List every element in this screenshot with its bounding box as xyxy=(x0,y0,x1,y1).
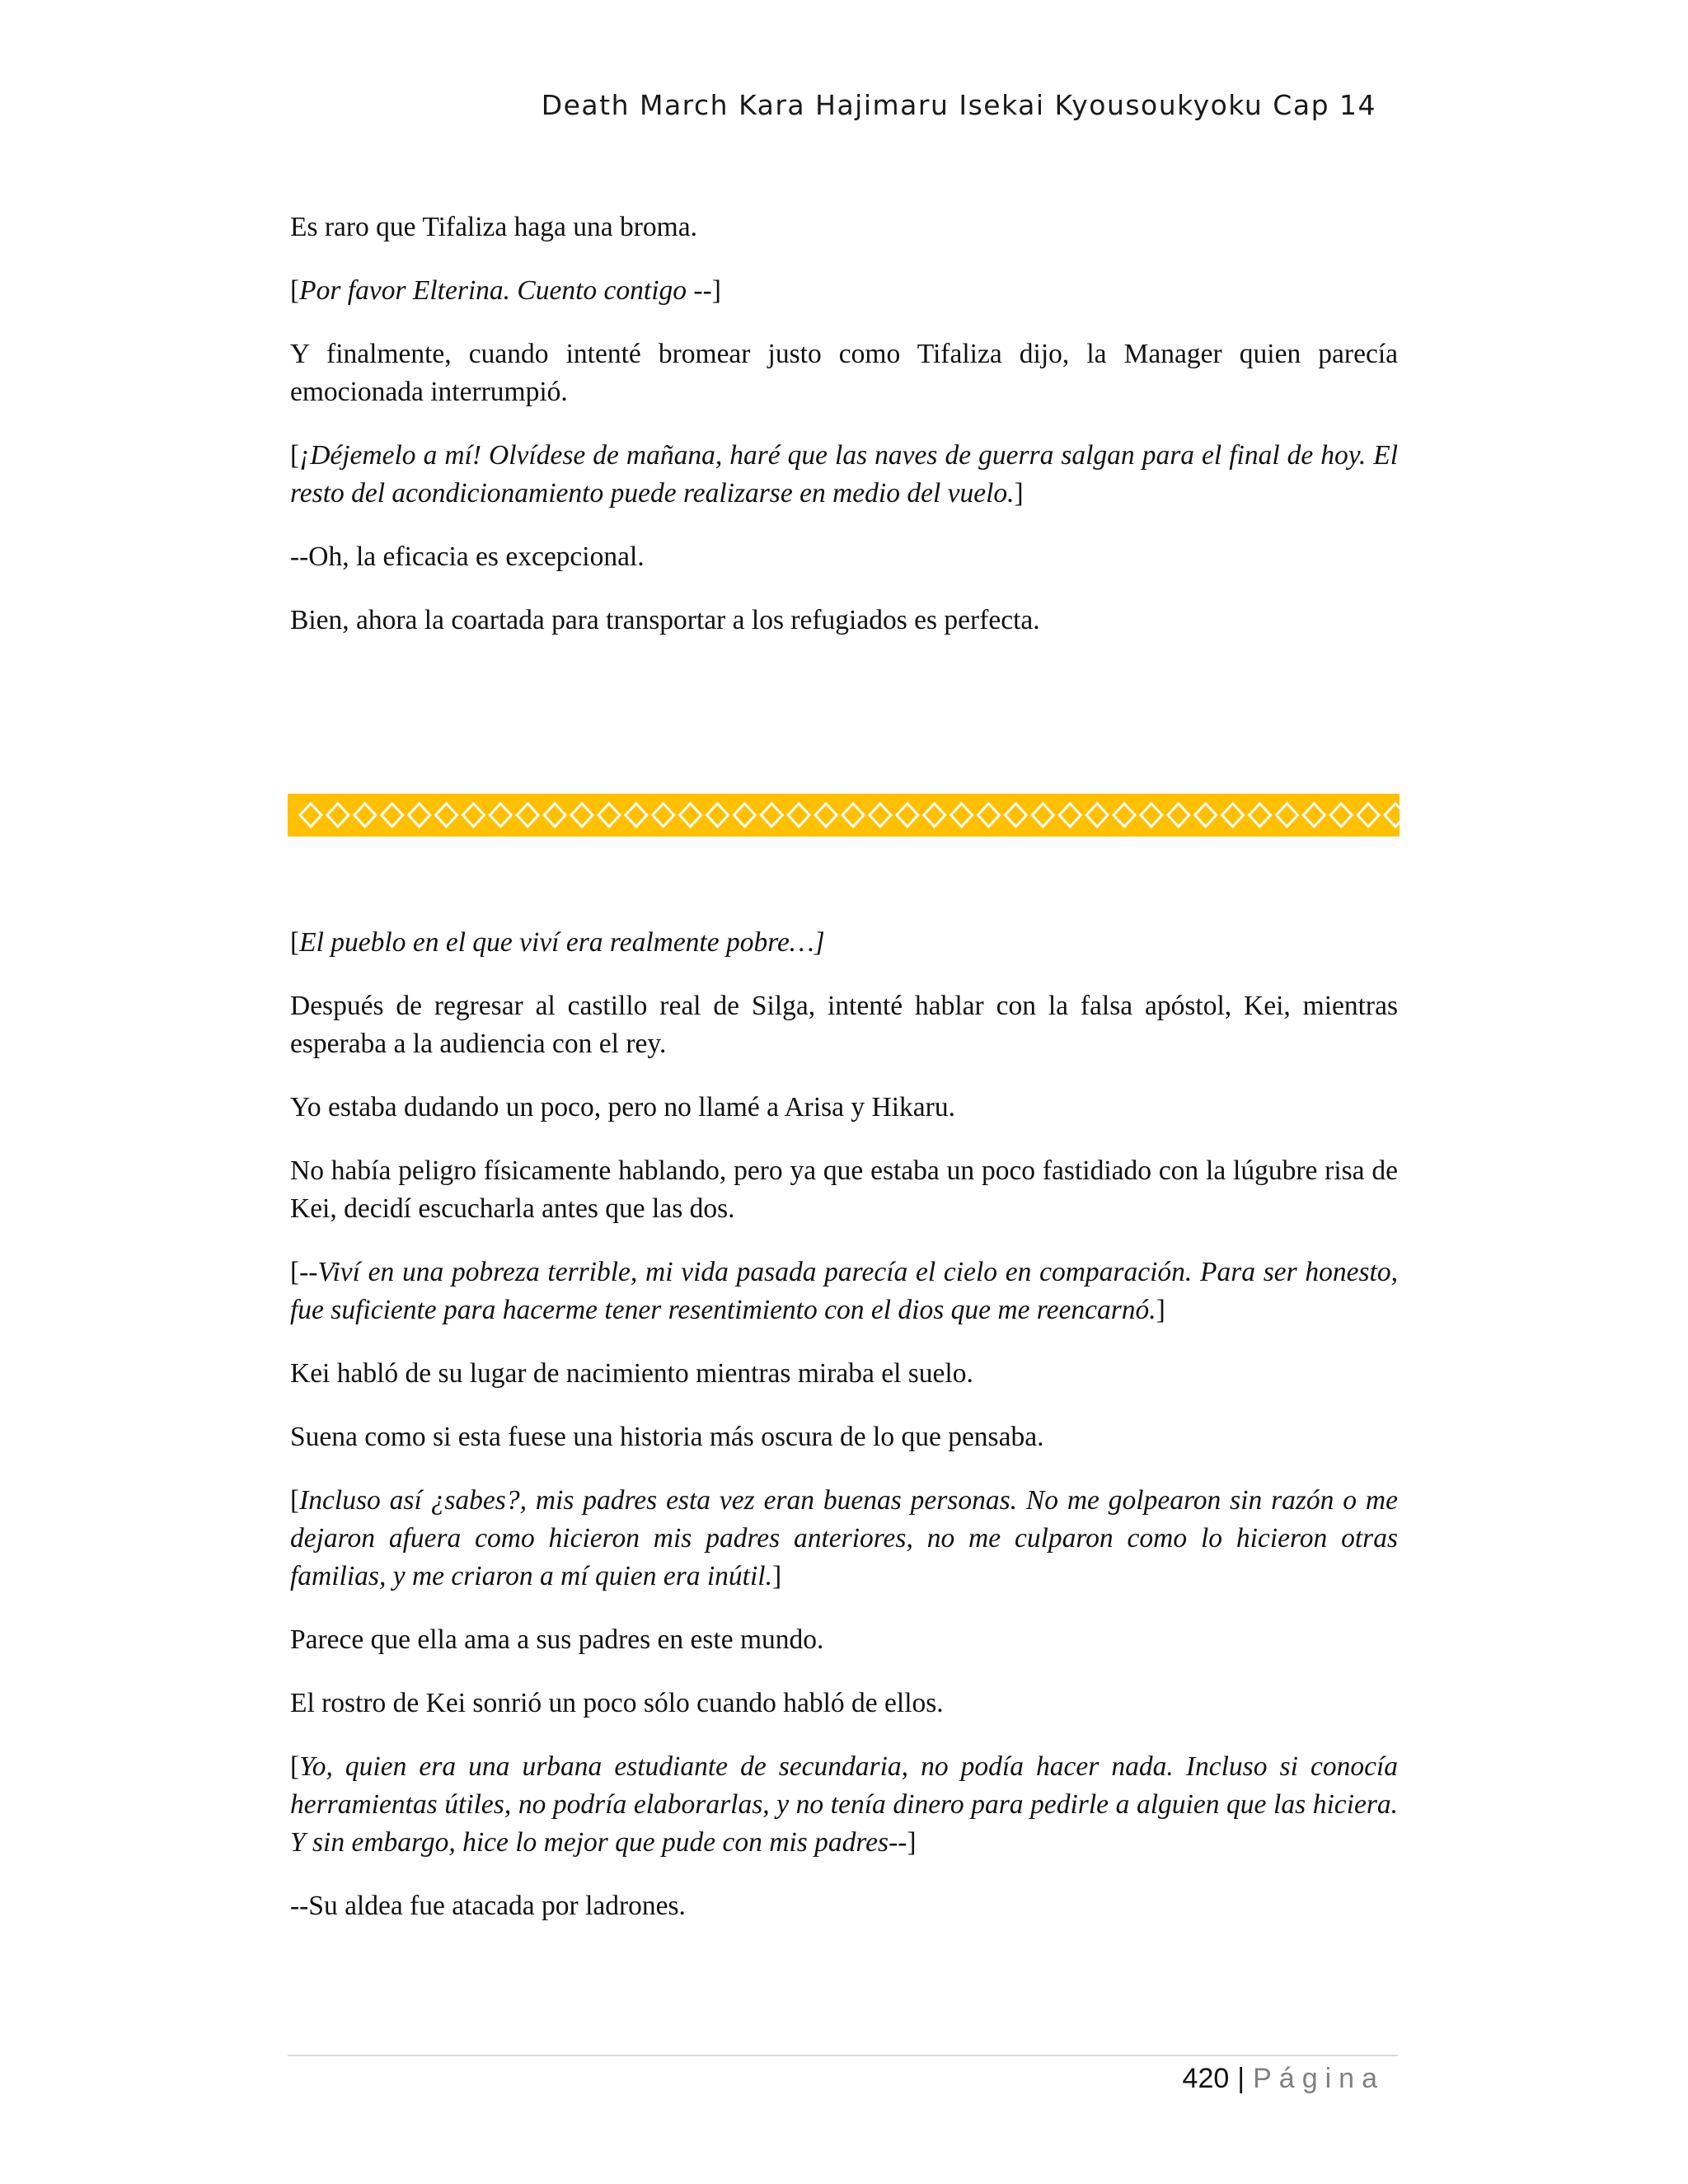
diamond-icon xyxy=(680,804,701,827)
diamond-icon xyxy=(1141,804,1162,827)
diamond-icon xyxy=(815,804,837,827)
diamond-icon xyxy=(544,804,565,827)
paragraph: [¡Déjemelo a mí! Olvídese de mañana, haré que las naves de guerra salgan para el final de hoy. El resto del acondicionamiento puede realizarse en medio del vuelo.] xyxy=(290,440,1398,509)
diamond-icon xyxy=(842,804,864,827)
paragraph: Es raro que Tifaliza haga una broma. xyxy=(290,212,697,242)
paragraph: [--Viví en una pobreza terrible, mi vida pasada parecía el cielo en comparación. Para ser honesto, fue suficiente para hacerme tener resentimiento con el dios que me reencarnó.] xyxy=(290,1257,1398,1325)
running-header: Death March Kara Hajimaru Isekai Kyousoukyoku Cap 14 xyxy=(541,89,1376,121)
paragraph: Bien, ahora la coartada para transportar a los refugiados es perfecta. xyxy=(290,605,1040,635)
paragraph: [El pueblo en el que viví era realmente pobre…] xyxy=(290,927,825,958)
diamond-icon xyxy=(1303,804,1325,827)
paragraph: [Yo, quien era una urbana estudiante de secundaria, no podía hacer nada. Incluso si conocía herramientas útiles, no podría elaborarlas, y no tenía dinero para pedirle a alguien que las hiciera. Y sin embargo, hice lo mejor que pude con mis padres--] xyxy=(290,1751,1398,1858)
paragraph: Y finalmente, cuando intenté bromear justo como Tifaliza dijo, la Manager quien parecía emocionada interrumpió. xyxy=(290,339,1398,407)
paragraph: Después de regresar al castillo real de Silga, intenté hablar con la falsa apóstol, Kei, mientras esperaba a la audiencia con el rey. xyxy=(290,991,1398,1059)
diamond-icon xyxy=(354,804,376,827)
diamond-icon xyxy=(978,804,1000,827)
diamond-icon xyxy=(1357,804,1379,827)
footer-separator: | xyxy=(1237,2063,1245,2094)
diamond-icon xyxy=(1250,804,1271,827)
diamond-icon xyxy=(1059,804,1081,827)
page-number: 420 xyxy=(1182,2063,1230,2094)
page-footer xyxy=(1183,2060,1385,2097)
diamond-icon xyxy=(734,804,755,827)
diamond-icon xyxy=(327,804,349,827)
diamond-icon xyxy=(598,804,620,827)
diamond-icon xyxy=(1005,804,1026,827)
diamond-icon xyxy=(1086,804,1108,827)
diamond-icon xyxy=(897,804,918,827)
paragraph: No había peligro físicamente hablando, pero ya que estaba un poco fastidiado con la lúgubre risa de Kei, decidí escucharla antes que las dos. xyxy=(290,1155,1398,1224)
diamond-icon xyxy=(409,804,430,827)
diamond-icon xyxy=(517,804,538,827)
diamond-icon xyxy=(1385,804,1400,827)
diamond-icon xyxy=(571,804,593,827)
diamond-icon xyxy=(951,804,973,827)
diamond-ornament-row xyxy=(288,794,1400,837)
diamond-icon xyxy=(924,804,945,827)
diamond-icon xyxy=(300,804,321,827)
diamond-icon xyxy=(382,804,403,827)
diamond-icon xyxy=(788,804,809,827)
page-label: Página xyxy=(1253,2063,1385,2094)
section-divider xyxy=(288,794,1400,837)
diamond-icon xyxy=(490,804,511,827)
paragraph: [Por favor Elterina. Cuento contigo --] xyxy=(290,275,721,306)
diamond-icon xyxy=(626,804,647,827)
diamond-icon xyxy=(1222,804,1244,827)
diamond-icon xyxy=(870,804,891,827)
paragraph: --Oh, la eficacia es excepcional. xyxy=(290,541,645,572)
paragraph: Kei habló de su lugar de nacimiento mientras miraba el suelo. xyxy=(290,1358,973,1389)
diamond-icon xyxy=(1330,804,1352,827)
diamond-icon xyxy=(436,804,457,827)
diamond-icon xyxy=(462,804,484,827)
text-block-1 xyxy=(290,209,1398,640)
footer-rule xyxy=(288,2055,1398,2056)
diamond-icon xyxy=(1114,804,1135,827)
text-block-2 xyxy=(290,924,1398,1925)
diamond-icon xyxy=(1195,804,1217,827)
diamond-icon xyxy=(1168,804,1189,827)
paragraph: El rostro de Kei sonrió un poco sólo cuando habló de ellos. xyxy=(290,1688,944,1718)
diamond-icon xyxy=(653,804,674,827)
paragraph: [Incluso así ¿sabes?, mis padres esta vez eran buenas personas. No me golpearon sin razón o me dejaron afuera como hicieron mis padres anteriores, no me culparon como lo hicieron otras familias, y me criaron a mí quien era inútil.] xyxy=(290,1485,1398,1591)
paragraph: Yo estaba dudando un poco, pero no llamé a Arisa y Hikaru. xyxy=(290,1092,955,1122)
paragraph: Parece que ella ama a sus padres en este mundo. xyxy=(290,1624,824,1655)
paragraph: --Su aldea fue atacada por ladrones. xyxy=(290,1891,686,1921)
paragraph: Suena como si esta fuese una historia más oscura de lo que pensaba. xyxy=(290,1422,1044,1452)
diamond-icon xyxy=(707,804,729,827)
diamond-icon xyxy=(761,804,782,827)
diamond-icon xyxy=(1032,804,1053,827)
diamond-icon xyxy=(1276,804,1297,827)
